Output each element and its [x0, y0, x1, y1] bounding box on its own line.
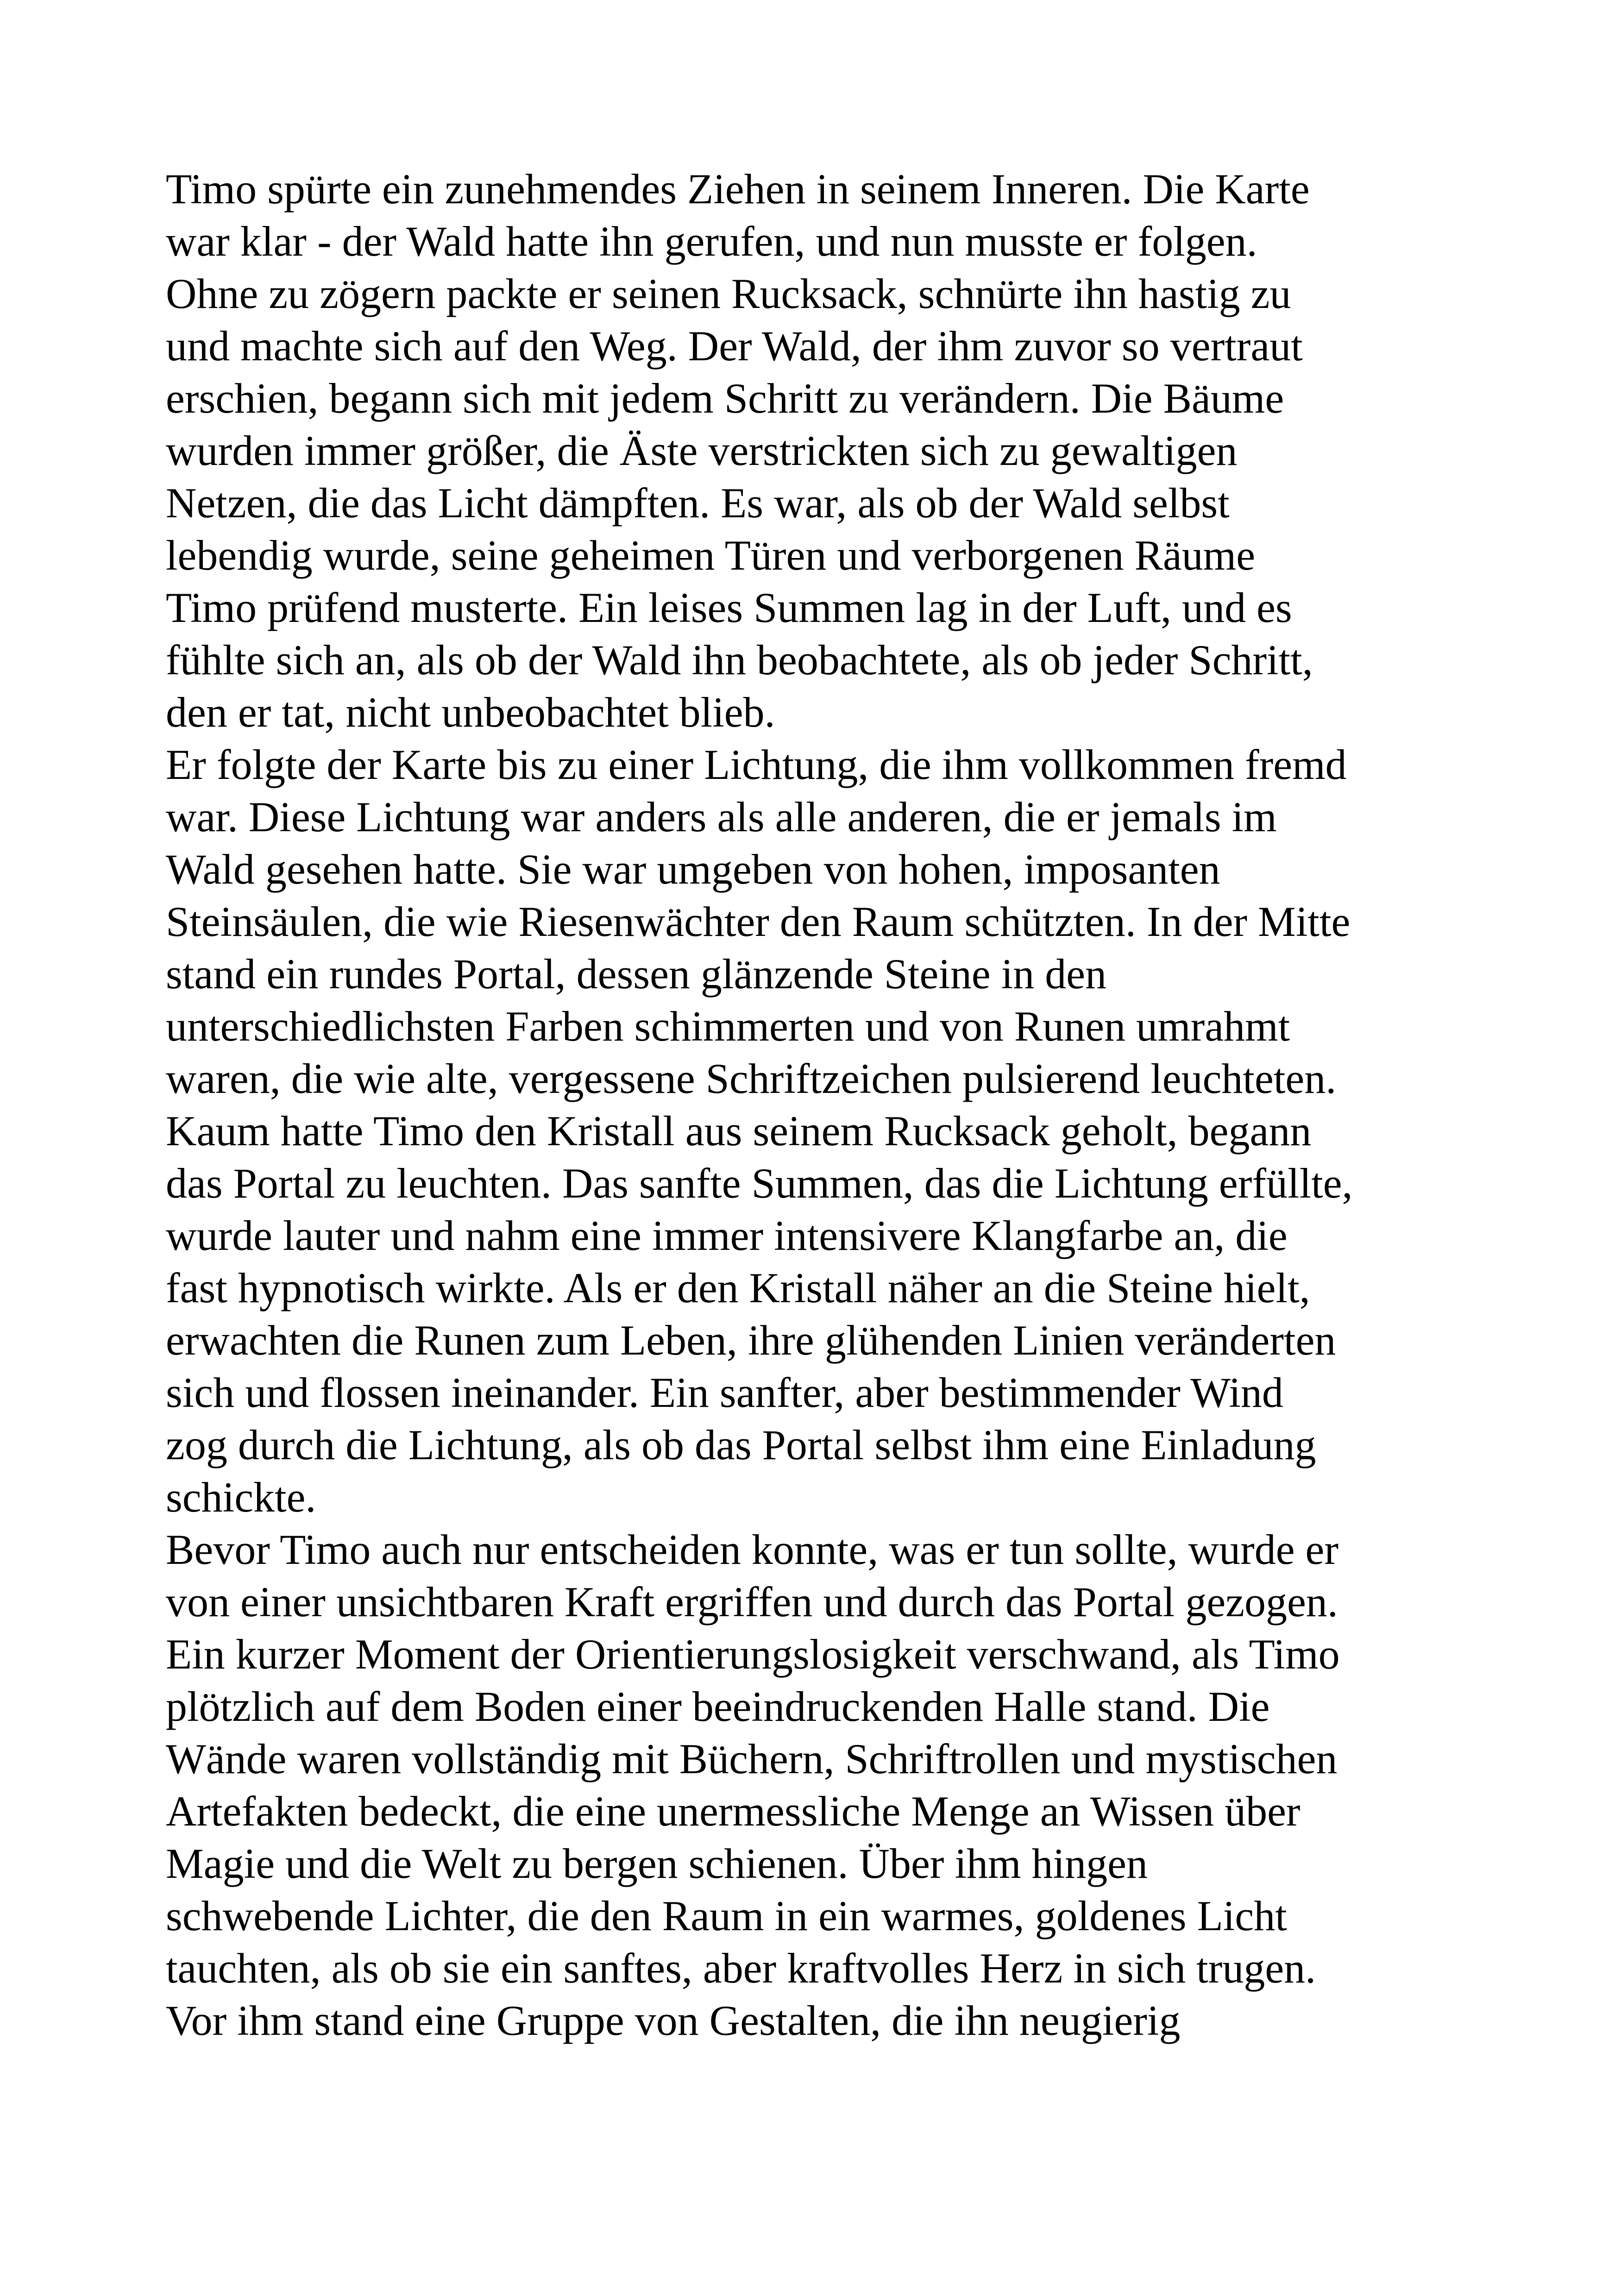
text-line: Timo spürte ein zunehmendes Ziehen in seinem Inneren. Die Karte — [166, 165, 1310, 213]
text-line: Wände waren vollständig mit Büchern, Schriftrollen und mystischen — [166, 1735, 1338, 1782]
text-line: fast hypnotisch wirkte. Als er den Kristall näher an die Steine hielt, — [166, 1264, 1310, 1311]
body-text — [166, 163, 1509, 2047]
text-line: stand ein rundes Portal, dessen glänzende Steine in den — [166, 950, 1107, 997]
text-line: fühlte sich an, als ob der Wald ihn beobachtete, als ob jeder Schritt, — [166, 636, 1313, 684]
text-line: Er folgte der Karte bis zu einer Lichtung, die ihm vollkommen fremd — [166, 741, 1347, 788]
text-line: wurden immer größer, die Äste verstrickten sich zu gewaltigen — [166, 427, 1238, 474]
text-line: plötzlich auf dem Boden einer beeindruckenden Halle stand. Die — [166, 1683, 1270, 1730]
text-line: Ein kurzer Moment der Orientierungslosigkeit verschwand, als Timo — [166, 1631, 1340, 1678]
text-line: Artefakten bedeckt, die eine unermessliche Menge an Wissen über — [166, 1788, 1301, 1835]
text-line: Timo prüfend musterte. Ein leises Summen lag in der Luft, und es — [166, 584, 1292, 631]
text-line: schwebende Lichter, die den Raum in ein warmes, goldenes Licht — [166, 1892, 1287, 1939]
text-line: wurde lauter und nahm eine immer intensivere Klangfarbe an, die — [166, 1212, 1288, 1259]
text-line: unterschiedlichsten Farben schimmerten und von Runen umrahmt — [166, 1003, 1290, 1050]
text-line: lebendig wurde, seine geheimen Türen und verborgenen Räume — [166, 532, 1256, 579]
text-line: Vor ihm stand eine Gruppe von Gestalten, die ihn neugierig — [166, 1997, 1181, 2044]
text-line: sich und flossen ineinander. Ein sanfter, aber bestimmender Wind — [166, 1369, 1283, 1416]
text-line: Steinsäulen, die wie Riesenwächter den Raum schützten. In der Mitte — [166, 898, 1351, 945]
text-line: von einer unsichtbaren Kraft ergriffen und durch das Portal gezogen. — [166, 1578, 1338, 1625]
text-line: schickte. — [166, 1474, 316, 1521]
text-line: zog durch die Lichtung, als ob das Portal selbst ihm eine Einladung — [166, 1421, 1316, 1468]
text-line: den er tat, nicht unbeobachtet blieb. — [166, 689, 775, 736]
text-line: Wald gesehen hatte. Sie war umgeben von hohen, imposanten — [166, 846, 1220, 893]
text-line: Magie und die Welt zu bergen schienen. Über ihm hingen — [166, 1840, 1148, 1887]
text-line: waren, die wie alte, vergessene Schriftzeichen pulsierend leuchteten. — [166, 1055, 1337, 1102]
text-line: erwachten die Runen zum Leben, ihre glühenden Linien veränderten — [166, 1317, 1336, 1364]
text-line: Ohne zu zögern packte er seinen Rucksack, schnürte ihn hastig zu — [166, 270, 1291, 317]
text-line: erschien, begann sich mit jedem Schritt zu verändern. Die Bäume — [166, 375, 1284, 422]
text-line: tauchten, als ob sie ein sanftes, aber kraftvolles Herz in sich trugen. — [166, 1945, 1316, 1992]
text-line: Kaum hatte Timo den Kristall aus seinem Rucksack geholt, begann — [166, 1107, 1312, 1154]
text-line: war. Diese Lichtung war anders als alle anderen, die er jemals im — [166, 793, 1277, 841]
text-line: Bevor Timo auch nur entscheiden konnte, was er tun sollte, wurde er — [166, 1526, 1339, 1573]
text-line: das Portal zu leuchten. Das sanfte Summen, das die Lichtung erfüllte, — [166, 1160, 1353, 1207]
text-line: Netzen, die das Licht dämpften. Es war, als ob der Wald selbst — [166, 479, 1230, 527]
text-line: war klar - der Wald hatte ihn gerufen, und nun musste er folgen. — [166, 218, 1257, 265]
text-line: und machte sich auf den Weg. Der Wald, der ihm zuvor so vertraut — [166, 322, 1303, 370]
